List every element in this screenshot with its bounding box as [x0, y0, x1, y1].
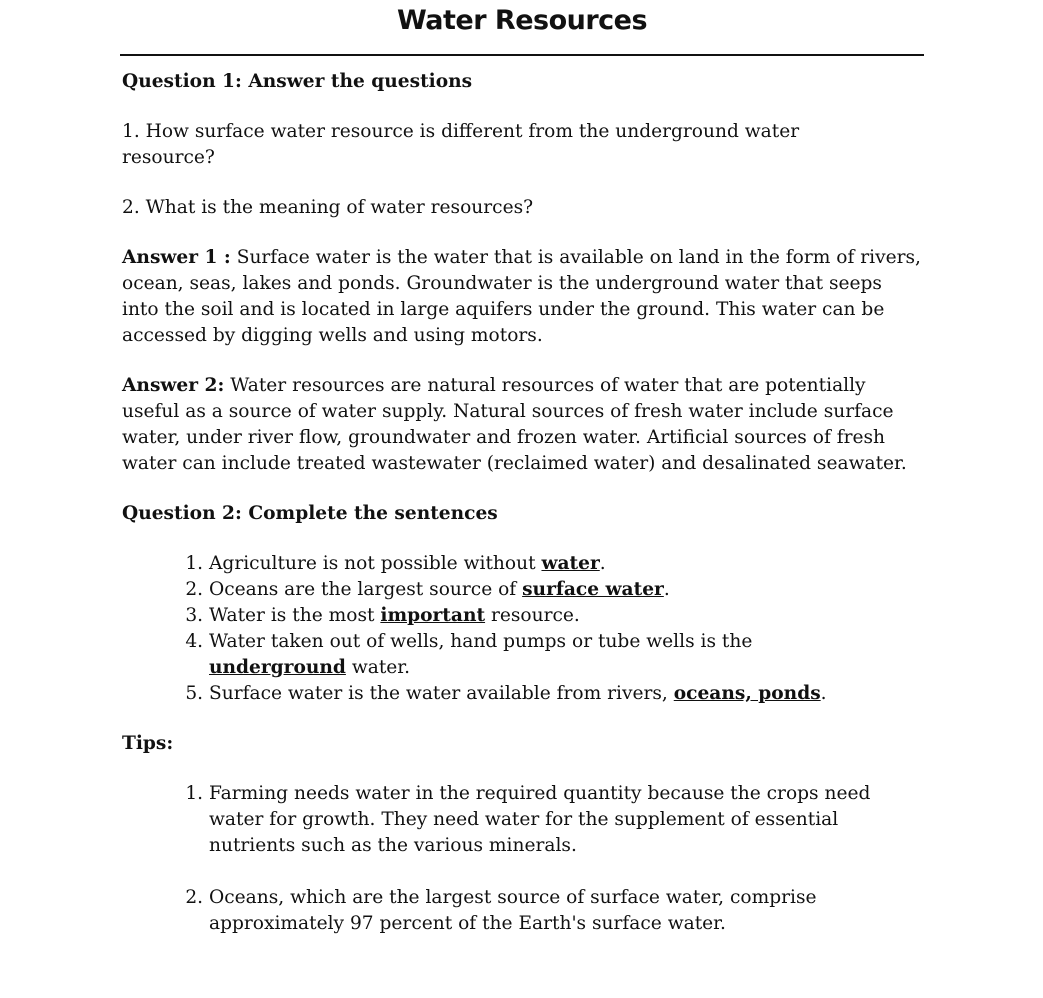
- question1-item-2: 2. What is the meaning of water resources?: [122, 197, 534, 218]
- sentence-text: Agriculture is not possible without: [209, 553, 542, 574]
- answer-2-text: Water resources are natural resources of water that are potentially useful as a source of water supply. Natural sources of fresh water include surface water, under river flow, groundwater and frozen water. Artificial sources of fresh water can include treated wastewater (reclaimed water) and desalinated seawater.: [122, 375, 907, 474]
- tips-heading: Tips:: [122, 733, 174, 754]
- question1-heading: Question 1: Answer the questions: [122, 71, 473, 92]
- title-divider: [120, 54, 924, 56]
- document-content: [120, 69, 924, 937]
- sentence-answer: oceans, ponds: [673, 683, 821, 704]
- sentence-text-end: .: [599, 553, 606, 574]
- answer-1-label: Answer 1 :: [122, 247, 231, 268]
- sentence-text-end: water.: [345, 657, 411, 678]
- sentence-item: [209, 577, 829, 603]
- sentence-item: [209, 681, 829, 707]
- answer-2-label: Answer 2:: [122, 375, 225, 396]
- tips-list: [122, 781, 899, 937]
- sentence-text: Water taken out of wells, hand pumps or tube wells is the: [209, 631, 753, 652]
- sentence-text: Surface water is the water available from rivers,: [209, 683, 674, 704]
- answer-1-text: Surface water is the water that is available on land in the form of rivers, ocean, seas, lakes and ponds. Groundwater is the underground water that seeps into the soil and is located in large aquifers under the ground. This water can be accessed by digging wells and using motors.: [122, 247, 921, 346]
- sentence-text: Water is the most: [209, 605, 381, 626]
- page-title: Water Resources: [396, 5, 648, 36]
- question1-item-1: 1. How surface water resource is different from the underground water resource?: [122, 121, 800, 168]
- sentence-text-end: .: [663, 579, 670, 600]
- sentence-text-end: resource.: [485, 605, 580, 626]
- sentence-item: [209, 603, 829, 629]
- sentence-item: [209, 629, 829, 681]
- sentence-answer: surface water: [522, 579, 664, 600]
- sentence-answer: underground: [209, 657, 346, 678]
- sentence-answer: important: [380, 605, 486, 626]
- answer-1: [122, 245, 924, 349]
- sentence-item: [209, 551, 829, 577]
- sentence-text-end: .: [820, 683, 827, 704]
- sentence-list: [122, 551, 829, 707]
- sentence-text: Oceans are the largest source of: [209, 579, 523, 600]
- tip-item: 1. Farming needs water in the required quantity because the crops need water for growth. They need water for the supplement of essential nutrients such as the various minerals.: [209, 781, 899, 859]
- tip-item: 2. Oceans, which are the largest source of surface water, comprise approximately 97 percent of the Earth's surface water.: [209, 885, 899, 937]
- document-page: [120, 0, 924, 963]
- question2-heading: Question 2: Complete the sentences: [122, 503, 498, 524]
- answer-2: [122, 373, 924, 477]
- sentence-answer: water: [541, 553, 600, 574]
